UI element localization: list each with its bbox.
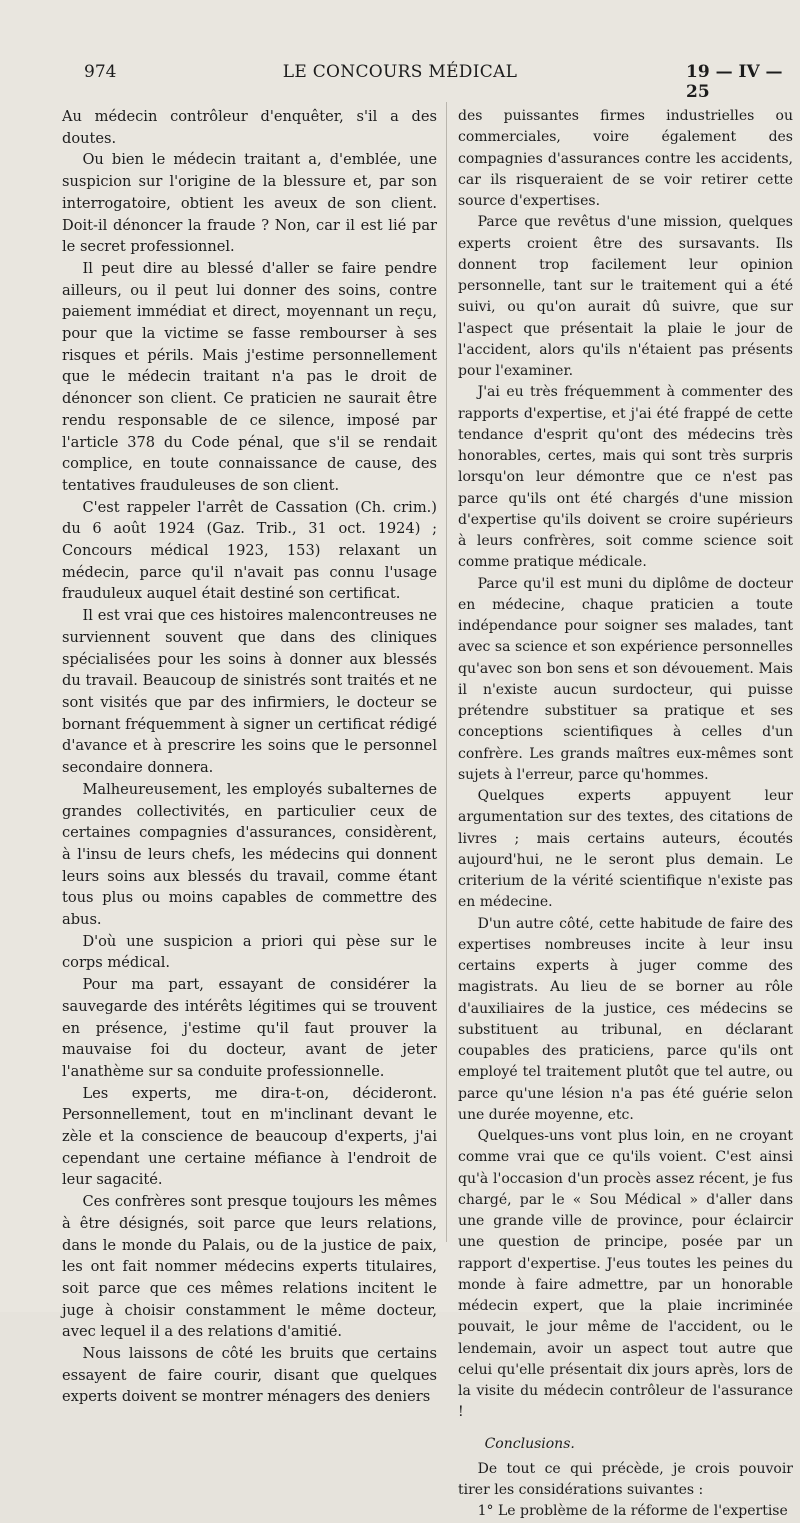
paragraph: Quelques-uns vont plus loin, en ne croyant comme vrai que ce qu'ils voient. C'est ainsi qu'à l'occasion d'un procès assez récent, je fus chargé, par le « Sou Médical » d'aller dans une grande ville de province, pour éclaircir une question de principe, posée par un rapport d'expertise. J'eus toutes les peines du monde à faire admettre, par un honorable médecin expert, que la plaie incriminée pouvait, le jour même de l'accident, ou le lendemain, avoir un aspect tout autre que celui qu'elle présentait dix jours après, lors de la visite du médecin contrôleur de l'assurance ! (458, 1128, 793, 1421)
running-header (0, 62, 800, 102)
paragraph: Nous laissons de côté les bruits que certains essayent de faire courir, disant que quelques experts doivent se montrer ménagers des deniers (62, 1345, 437, 1406)
paragraph: Quelques experts appuyent leur argumentation sur des textes, des citations de livres ; mais certains auteurs, écoutés aujourd'hui, ne le seront plus demain. Le criterium de la vérité scientifique n'existe pas en médecine. (458, 788, 793, 911)
paragraph: Parce que revêtus d'une mission, quelques experts croient être des sursavants. Ils donnent trop facilement leur opinion personnelle, tant sur le traitement qui a été suivi, ou qu'on aurait dû suivre, que sur l'aspect que présentait la plaie le jour de l'accident, alors qu'ils n'étaient pas présents pour l'examiner. (458, 214, 793, 379)
issue-date: 19 — IV — 25 (686, 62, 783, 102)
paragraph: D'un autre côté, cette habitude de faire des expertises nombreuses incite à leur insu certains experts à juger comme des magistrats. Au lieu de se borner au rôle d'auxiliaires de la justice, ces médecins se substituent au tribunal, en déclarant coupables des praticiens, parce qu'ils ont employé tel traitement plutôt que tel autre, ou parce qu'une lésion n'a pas été guérie selon une durée moyenne, etc. (458, 915, 793, 1123)
paragraph: Ces confrères sont presque toujours les mêmes à être désignés, soit parce que leurs relations, dans le monde du Palais, ou de la justice de paix, les ont fait nommer médecins experts titulaires, soit parce que ces mêmes relations incitent le juge à choisir constamment le même docteur, avec lequel il a des relations d'amitié. (62, 1193, 437, 1341)
paragraph: Pour ma part, essayant de considérer la sauvegarde des intérêts légitimes qui se trouvent en présence, j'estime qu'il faut prouver la mauvaise foi du docteur, avant de jeter l'anathème sur sa conduite professionnelle. (62, 976, 437, 1080)
paragraph: Parce qu'il est muni du diplôme de docteur en médecine, chaque praticien a toute indépendance pour soigner ses malades, tant avec sa science et son expérience personnelles qu'avec son bon sens et son dévouement. Mais il n'existe aucun surdocteur, qui puisse prétendre substituer sa pratique et ses conceptions scientifiques à celles d'un confrère. Les grands maîtres eux-mêmes sont sujets à l'erreur, parce qu'hommes. (458, 575, 793, 783)
paragraph: des puissantes firmes industrielles ou commerciales, voire également des compagnies d'assurances contre les accidents, car ils risqueraient de se voir retirer cette source d'expertises. (458, 108, 793, 209)
column-divider (446, 102, 447, 1242)
paragraph: Les experts, me dira-t-on, décideront. Personnellement, tout en m'inclinant devant le zèle et la conscience de beaucoup d'experts, j'ai cependant une certaine méfiance à l'endroit de leur sagacité. (62, 1084, 437, 1189)
paragraph: C'est rappeler l'arrêt de Cassation (Ch. crim.) du 6 août 1924 (Gaz. Trib., 31 oct. 1924) ; Concours médical 1923, 153) relaxant un médecin, parce qu'il n'avait pas connu l'usage frauduleux auquel était destiné son certificat. (62, 498, 437, 603)
paragraph: Il est vrai que ces histoires malencontreuses ne surviennent souvent que dans des cliniques spécialisées pour les soins à donner aux blessés du travail. Beaucoup de sinistrés sont traités et ne sont visités que par des infirmiers, le docteur se bornant fréquemment à signer un certificat rédigé d'avance et à prescrire les soins que le personnel secondaire donnera. (62, 607, 437, 777)
left-column (62, 106, 437, 1408)
journal-title: LE CONCOURS MÉDICAL (282, 62, 518, 82)
paragraph: D'où une suspicion a priori qui pèse sur le corps médical. (62, 932, 437, 972)
paragraph: J'ai eu très fréquemment à commenter des rapports d'expertise, et j'ai été frappé de cette tendance d'esprit qu'ont des médecins très honorables, certes, mais qui sont très surpris lorsqu'on leur démontre que ce n'est pas parce qu'ils ont été chargés d'une mission d'expertise qu'ils doivent se croire supérieurs à leurs confrères, soit comme science soit comme pratique médicale. (458, 384, 793, 571)
paragraph: 1° Le problème de la réforme de l'expertise (477, 1503, 788, 1520)
paragraph: De tout ce qui précède, je crois pouvoir tirer les considérations suivantes : (458, 1460, 793, 1498)
paragraph: Ou bien le médecin traitant a, d'emblée, une suspicion sur l'origine de la blessure et, par son interrogatoire, obtient les aveux de son client. Doit-il dénoncer la fraude ? Non, car il est lié par le secret professionnel. (62, 151, 437, 256)
section-heading: Conclusions. (484, 1435, 575, 1452)
paragraph: Au médecin contrôleur d'enquêter, s'il a des doutes. (62, 108, 437, 147)
page-number: 974 (84, 62, 117, 82)
right-column (458, 106, 793, 1523)
paragraph: Malheureusement, les employés subalternes de grandes collectivités, en particulier ceux de certaines compagnies d'assurances, considèrent, à l'insu de leurs chefs, les médecins qui donnent leurs soins aux blessés du travail, comme étant tous plus ou moins capables de commettre des abus. (62, 780, 437, 929)
paragraph: Il peut dire au blessé d'aller se faire pendre ailleurs, ou il peut lui donner des soins, contre paiement immédiat et direct, moyennant un reçu, pour que la victime se fasse rembourser à ses risques et périls. Mais j'estime personnellement que le médecin traitant n'a pas le droit de dénoncer son client. Ce praticien ne saurait être rendu responsable de ce silence, imposé par l'article 378 du Code pénal, que s'il se rendait complice, en toute connaissance de cause, des tentatives frauduleuses de son client. (62, 259, 437, 494)
